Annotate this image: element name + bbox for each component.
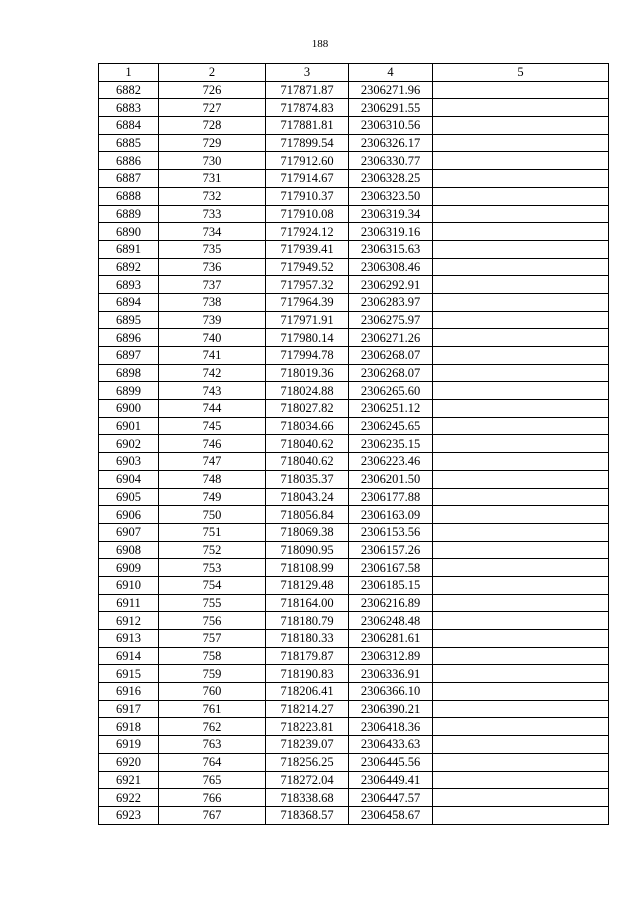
table-cell: 744: [159, 400, 266, 418]
table-row: [99, 417, 609, 435]
table-cell: 6899: [99, 382, 159, 400]
table-cell: 2306308.46: [349, 258, 433, 276]
table-cell: 2306319.16: [349, 223, 433, 241]
table-cell: 2306390.21: [349, 700, 433, 718]
table-row: [99, 523, 609, 541]
table-cell: 2306281.61: [349, 630, 433, 648]
table-cell: 752: [159, 541, 266, 559]
table-cell: 6892: [99, 258, 159, 276]
table-cell: 6889: [99, 205, 159, 223]
table-cell: 2306328.25: [349, 170, 433, 188]
table-body: [99, 81, 609, 824]
table-row: [99, 806, 609, 824]
table-cell: 747: [159, 453, 266, 471]
table-row: [99, 576, 609, 594]
table-cell: 6900: [99, 400, 159, 418]
table-cell: 6896: [99, 329, 159, 347]
table-cell: 2306268.07: [349, 364, 433, 382]
table-cell: 6898: [99, 364, 159, 382]
table-row: [99, 506, 609, 524]
table-cell: 765: [159, 771, 266, 789]
table-cell: 717971.91: [266, 311, 349, 329]
table-cell: 742: [159, 364, 266, 382]
table-cell: 759: [159, 665, 266, 683]
table-cell: 717912.60: [266, 152, 349, 170]
table-cell: 6902: [99, 435, 159, 453]
table-cell: 754: [159, 576, 266, 594]
table-cell: 6918: [99, 718, 159, 736]
table-cell: 718368.57: [266, 806, 349, 824]
table-row: [99, 205, 609, 223]
table-cell: 739: [159, 311, 266, 329]
table-cell: [433, 205, 609, 223]
table-cell: [433, 134, 609, 152]
table-cell: 2306271.26: [349, 329, 433, 347]
table-cell: [433, 170, 609, 188]
table-row: [99, 329, 609, 347]
table-cell: 6909: [99, 559, 159, 577]
table-cell: 760: [159, 683, 266, 701]
table-row: [99, 400, 609, 418]
table-cell: [433, 435, 609, 453]
table-row: [99, 665, 609, 683]
table-cell: 6884: [99, 117, 159, 135]
table-cell: [433, 417, 609, 435]
table-cell: 2306330.77: [349, 152, 433, 170]
table-cell: 718056.84: [266, 506, 349, 524]
table-cell: 717881.81: [266, 117, 349, 135]
table-cell: 6916: [99, 683, 159, 701]
table-cell: [433, 293, 609, 311]
table-cell: 6913: [99, 630, 159, 648]
table-cell: 767: [159, 806, 266, 824]
table-cell: 2306319.34: [349, 205, 433, 223]
table-cell: 6920: [99, 753, 159, 771]
table-cell: 2306292.91: [349, 276, 433, 294]
table-cell: 735: [159, 240, 266, 258]
table-cell: 717874.83: [266, 99, 349, 117]
table-cell: 2306268.07: [349, 347, 433, 365]
table-row: [99, 718, 609, 736]
table-cell: [433, 329, 609, 347]
table-cell: 751: [159, 523, 266, 541]
table-cell: [433, 382, 609, 400]
table-cell: 6894: [99, 293, 159, 311]
table-cell: 728: [159, 117, 266, 135]
table-cell: 718239.07: [266, 736, 349, 754]
table-cell: 718180.33: [266, 630, 349, 648]
table-cell: 736: [159, 258, 266, 276]
table-cell: [433, 276, 609, 294]
table-cell: 717914.67: [266, 170, 349, 188]
table-row: [99, 753, 609, 771]
table-cell: 763: [159, 736, 266, 754]
table-row: [99, 594, 609, 612]
table-row: [99, 470, 609, 488]
table-cell: [433, 187, 609, 205]
table-cell: [433, 559, 609, 577]
table-cell: 756: [159, 612, 266, 630]
table-cell: 2306283.97: [349, 293, 433, 311]
table-cell: 6905: [99, 488, 159, 506]
table-cell: 734: [159, 223, 266, 241]
table-row: [99, 453, 609, 471]
table-cell: 731: [159, 170, 266, 188]
table-cell: 2306248.48: [349, 612, 433, 630]
table-cell: 718256.25: [266, 753, 349, 771]
column-header: 1: [99, 64, 159, 82]
table-cell: [433, 683, 609, 701]
table-cell: 718338.68: [266, 789, 349, 807]
table-cell: 718180.79: [266, 612, 349, 630]
table-cell: [433, 630, 609, 648]
table-row: [99, 789, 609, 807]
table-cell: 718223.81: [266, 718, 349, 736]
table-cell: 729: [159, 134, 266, 152]
table-cell: 718129.48: [266, 576, 349, 594]
table-cell: [433, 771, 609, 789]
table-cell: 2306153.56: [349, 523, 433, 541]
table-cell: 2306185.15: [349, 576, 433, 594]
table-row: [99, 382, 609, 400]
column-header: 2: [159, 64, 266, 82]
table-cell: 2306312.89: [349, 647, 433, 665]
table-cell: 2306458.67: [349, 806, 433, 824]
table-cell: 718108.99: [266, 559, 349, 577]
table-cell: 718024.88: [266, 382, 349, 400]
table-cell: [433, 753, 609, 771]
table-cell: 717899.54: [266, 134, 349, 152]
table-cell: 737: [159, 276, 266, 294]
table-row: [99, 700, 609, 718]
table-cell: 718164.00: [266, 594, 349, 612]
table-cell: [433, 400, 609, 418]
table-cell: [433, 488, 609, 506]
table-cell: [433, 81, 609, 99]
table-cell: 718035.37: [266, 470, 349, 488]
table-cell: 730: [159, 152, 266, 170]
table-row: [99, 647, 609, 665]
table-row: [99, 152, 609, 170]
column-header: 4: [349, 64, 433, 82]
table-cell: 6897: [99, 347, 159, 365]
table-row: [99, 488, 609, 506]
table-cell: 717924.12: [266, 223, 349, 241]
table-cell: [433, 453, 609, 471]
table-cell: 6908: [99, 541, 159, 559]
table-cell: 766: [159, 789, 266, 807]
table-cell: 743: [159, 382, 266, 400]
table-cell: 6923: [99, 806, 159, 824]
table-cell: 6919: [99, 736, 159, 754]
table-cell: 732: [159, 187, 266, 205]
table-cell: 2306167.58: [349, 559, 433, 577]
table-cell: 2306216.89: [349, 594, 433, 612]
table-cell: 2306447.57: [349, 789, 433, 807]
table-row: [99, 81, 609, 99]
table-cell: 717964.39: [266, 293, 349, 311]
table-cell: 6891: [99, 240, 159, 258]
table-cell: 6886: [99, 152, 159, 170]
table-cell: 717980.14: [266, 329, 349, 347]
table-cell: 6890: [99, 223, 159, 241]
table-cell: 6883: [99, 99, 159, 117]
table-cell: 6887: [99, 170, 159, 188]
table-cell: 6910: [99, 576, 159, 594]
table-cell: 6903: [99, 453, 159, 471]
table-cell: 6904: [99, 470, 159, 488]
table-cell: 2306177.88: [349, 488, 433, 506]
table-cell: 2306336.91: [349, 665, 433, 683]
table-cell: 6895: [99, 311, 159, 329]
table-cell: 718206.41: [266, 683, 349, 701]
table-cell: [433, 736, 609, 754]
table-cell: 717910.08: [266, 205, 349, 223]
table-cell: 726: [159, 81, 266, 99]
table-cell: 2306366.10: [349, 683, 433, 701]
table-row: [99, 170, 609, 188]
table-cell: 6882: [99, 81, 159, 99]
table-cell: 718043.24: [266, 488, 349, 506]
table-cell: 717939.41: [266, 240, 349, 258]
table-cell: [433, 311, 609, 329]
table-cell: [433, 665, 609, 683]
table-cell: [433, 523, 609, 541]
table-row: [99, 541, 609, 559]
table-cell: 745: [159, 417, 266, 435]
table-cell: 718090.95: [266, 541, 349, 559]
table-cell: 6907: [99, 523, 159, 541]
table-row: [99, 99, 609, 117]
table-cell: 750: [159, 506, 266, 524]
column-header: 3: [266, 64, 349, 82]
table-cell: [433, 541, 609, 559]
table-cell: 2306223.46: [349, 453, 433, 471]
table-cell: 717994.78: [266, 347, 349, 365]
table-row: [99, 240, 609, 258]
table-cell: 2306323.50: [349, 187, 433, 205]
table-header-row: [99, 64, 609, 82]
table-cell: [433, 470, 609, 488]
table-cell: [433, 240, 609, 258]
table-cell: 717949.52: [266, 258, 349, 276]
table-cell: 2306310.56: [349, 117, 433, 135]
table-cell: 6906: [99, 506, 159, 524]
table-cell: [433, 99, 609, 117]
table-row: [99, 293, 609, 311]
table-cell: [433, 612, 609, 630]
table-cell: 6912: [99, 612, 159, 630]
table-cell: 718034.66: [266, 417, 349, 435]
table-cell: 717910.37: [266, 187, 349, 205]
table-cell: [433, 576, 609, 594]
table-cell: 2306163.09: [349, 506, 433, 524]
table-cell: 2306251.12: [349, 400, 433, 418]
table-row: [99, 771, 609, 789]
table-cell: 6901: [99, 417, 159, 435]
table-cell: 718190.83: [266, 665, 349, 683]
table-row: [99, 435, 609, 453]
table-cell: 6917: [99, 700, 159, 718]
table-cell: [433, 117, 609, 135]
table-cell: 757: [159, 630, 266, 648]
table-cell: 2306275.97: [349, 311, 433, 329]
table-cell: 762: [159, 718, 266, 736]
table-cell: [433, 347, 609, 365]
table-row: [99, 187, 609, 205]
table-cell: 741: [159, 347, 266, 365]
table-cell: 718272.04: [266, 771, 349, 789]
table-cell: 6915: [99, 665, 159, 683]
table-cell: 717957.32: [266, 276, 349, 294]
table-cell: 6885: [99, 134, 159, 152]
table-cell: 753: [159, 559, 266, 577]
table-cell: 2306433.63: [349, 736, 433, 754]
table-cell: 761: [159, 700, 266, 718]
table-cell: 6921: [99, 771, 159, 789]
table-cell: [433, 700, 609, 718]
table-cell: 727: [159, 99, 266, 117]
table-cell: 2306315.63: [349, 240, 433, 258]
table-row: [99, 612, 609, 630]
table-cell: 740: [159, 329, 266, 347]
table-cell: 2306418.36: [349, 718, 433, 736]
table-row: [99, 736, 609, 754]
table-cell: 718040.62: [266, 435, 349, 453]
table-row: [99, 347, 609, 365]
table-cell: 755: [159, 594, 266, 612]
table-row: [99, 117, 609, 135]
table-cell: [433, 364, 609, 382]
table-cell: 2306235.15: [349, 435, 433, 453]
table-cell: 746: [159, 435, 266, 453]
table-cell: 2306326.17: [349, 134, 433, 152]
table-row: [99, 364, 609, 382]
table-row: [99, 134, 609, 152]
table-cell: [433, 152, 609, 170]
table-cell: 717871.87: [266, 81, 349, 99]
table-cell: 2306291.55: [349, 99, 433, 117]
table-cell: [433, 506, 609, 524]
table-cell: 718214.27: [266, 700, 349, 718]
table-cell: 718027.82: [266, 400, 349, 418]
table-row: [99, 223, 609, 241]
table-cell: 6888: [99, 187, 159, 205]
table-cell: 749: [159, 488, 266, 506]
coordinates-table: [98, 63, 609, 825]
table-cell: 2306265.60: [349, 382, 433, 400]
table-cell: 2306445.56: [349, 753, 433, 771]
table-cell: 748: [159, 470, 266, 488]
table-row: [99, 258, 609, 276]
table-cell: 2306245.65: [349, 417, 433, 435]
table-row: [99, 311, 609, 329]
page-number: 188: [311, 38, 329, 50]
table-cell: 733: [159, 205, 266, 223]
table-row: [99, 276, 609, 294]
table-cell: 6922: [99, 789, 159, 807]
table-cell: 2306449.41: [349, 771, 433, 789]
table-cell: 764: [159, 753, 266, 771]
table-cell: 2306271.96: [349, 81, 433, 99]
table-cell: [433, 594, 609, 612]
table-row: [99, 683, 609, 701]
table-cell: [433, 647, 609, 665]
table-cell: [433, 806, 609, 824]
table-cell: 738: [159, 293, 266, 311]
table-cell: [433, 223, 609, 241]
table-cell: 6893: [99, 276, 159, 294]
column-header: 5: [433, 64, 609, 82]
table-cell: 718179.87: [266, 647, 349, 665]
table-row: [99, 630, 609, 648]
table-cell: 6911: [99, 594, 159, 612]
table-cell: 2306157.26: [349, 541, 433, 559]
table-cell: [433, 789, 609, 807]
table-cell: 718040.62: [266, 453, 349, 471]
table-cell: [433, 718, 609, 736]
table-cell: 6914: [99, 647, 159, 665]
table-cell: [433, 258, 609, 276]
table-cell: 718019.36: [266, 364, 349, 382]
table-cell: 758: [159, 647, 266, 665]
table-cell: 2306201.50: [349, 470, 433, 488]
table-cell: 718069.38: [266, 523, 349, 541]
table-row: [99, 559, 609, 577]
